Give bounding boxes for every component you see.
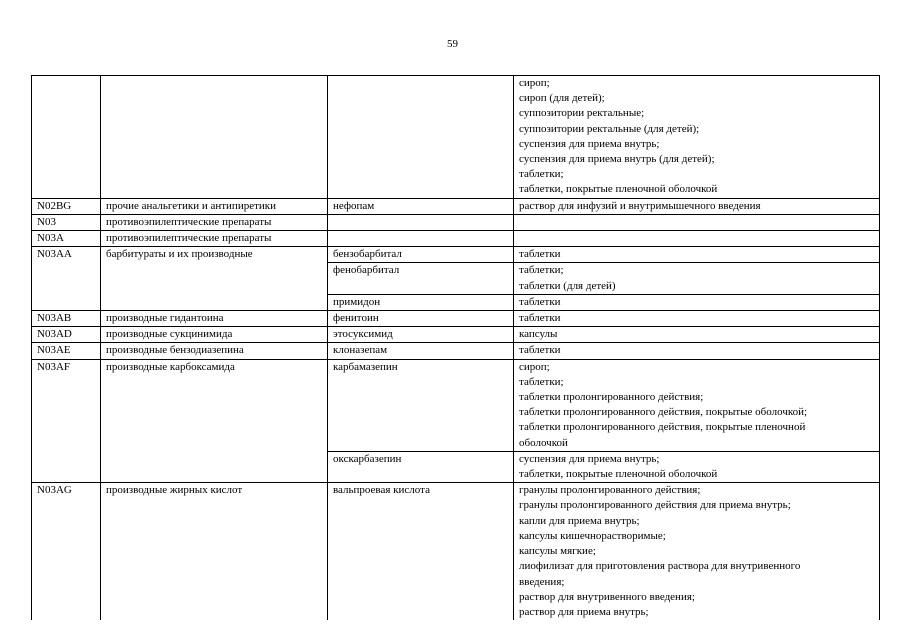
group-cell: противоэпилептические препараты: [101, 231, 328, 247]
drug-cell: этосуксимид: [328, 327, 514, 343]
form-line: сироп (для детей);: [519, 92, 605, 105]
table-row: [32, 311, 880, 327]
form-line: таблетки пролонгированного действия;: [519, 391, 704, 404]
atc-code-cell: N03AB: [32, 311, 101, 327]
forms-cell: [514, 311, 880, 327]
forms-cell: [514, 294, 880, 310]
form-line: гранулы пролонгированного действия для приема внутрь;: [519, 499, 791, 512]
form-line: таблетки: [519, 344, 561, 357]
form-line: таблетки, покрытые пленочной оболочкой: [519, 183, 718, 196]
form-line: суспензия для приема внутрь (для детей);: [519, 153, 715, 166]
forms-cell: [514, 247, 880, 263]
form-line: капсулы: [519, 328, 558, 341]
form-line: раствор для приема внутрь;: [519, 605, 649, 618]
forms-cell: [514, 327, 880, 343]
forms-cell: [514, 263, 880, 294]
group-cell: прочие анальгетики и антипиретики: [101, 198, 328, 214]
atc-code-cell: N02BG: [32, 198, 101, 214]
form-line: таблетки: [519, 312, 561, 325]
drug-cell: клоназепам: [328, 343, 514, 359]
forms-cell: [514, 343, 880, 359]
form-line: таблетки;: [519, 168, 564, 181]
group-cell: противоэпилептические препараты: [101, 214, 328, 230]
form-line: лиофилизат для приготовления раствора для внутривенного: [519, 560, 801, 573]
drug-cell: фенитоин: [328, 311, 514, 327]
forms-cell: [514, 451, 880, 482]
form-line: сироп;: [519, 77, 550, 89]
form-line: введения;: [519, 575, 565, 588]
drug-cell: фенобарбитал: [328, 263, 514, 294]
group-cell: производные карбоксамида: [101, 359, 328, 483]
atc-code-cell: N03AD: [32, 327, 101, 343]
atc-code-cell: N03: [32, 214, 101, 230]
forms-cell: [514, 76, 880, 199]
drug-cell: [328, 214, 514, 230]
table-row: [32, 198, 880, 214]
form-line: капсулы мягкие;: [519, 545, 596, 558]
form-line: капли для приема внутрь;: [519, 514, 640, 527]
form-line: таблетки пролонгированного действия, покрытые оболочкой;: [519, 406, 808, 419]
atc-code-cell: N03AE: [32, 343, 101, 359]
table-row: [32, 231, 880, 247]
form-line: таблетки пролонгированного действия, покрытые пленочной: [519, 421, 806, 434]
form-line: гранулы пролонгированного действия;: [519, 484, 701, 497]
table-row: [32, 214, 880, 230]
form-line: таблетки;: [519, 375, 564, 388]
form-line: таблетки, покрытые пленочной оболочкой: [519, 468, 718, 481]
group-cell: производные жирных кислот: [101, 483, 328, 620]
drug-cell: [328, 76, 514, 199]
page-number: 59: [447, 38, 458, 50]
atc-code-cell: N03AG: [32, 483, 101, 620]
forms-cell: [514, 359, 880, 451]
form-line: таблетки (для детей): [519, 279, 616, 292]
form-line: суппозитории ректальные;: [519, 107, 645, 120]
drug-cell: [328, 231, 514, 247]
group-cell: производные гидантоина: [101, 311, 328, 327]
form-line: таблетки: [519, 295, 561, 308]
table-row: [32, 327, 880, 343]
drug-cell: бензобарбитал: [328, 247, 514, 263]
forms-cell: [514, 483, 880, 620]
form-line: сироп;: [519, 360, 550, 373]
group-cell: производные бензодиазепина: [101, 343, 328, 359]
table-row: [32, 483, 880, 620]
forms-cell: [514, 231, 880, 247]
atc-code-cell: N03A: [32, 231, 101, 247]
table-row: [32, 359, 880, 451]
form-line: суппозитории ректальные (для детей);: [519, 122, 700, 135]
group-cell: барбитураты и их производные: [101, 247, 328, 311]
forms-cell: [514, 198, 880, 214]
forms-cell: [514, 214, 880, 230]
form-line: таблетки;: [519, 264, 564, 277]
drug-cell: вальпроевая кислота: [328, 483, 514, 620]
table-row: [32, 76, 880, 199]
form-line: суспензия для приема внутрь;: [519, 137, 660, 150]
form-line: раствор для инфузий и внутримышечного введения: [519, 199, 761, 212]
form-line: оболочкой: [519, 436, 568, 449]
drug-cell: примидон: [328, 294, 514, 310]
table-row: [32, 247, 880, 263]
form-line: раствор для внутривенного введения;: [519, 590, 695, 603]
atc-code-cell: N03AF: [32, 359, 101, 483]
drug-table: [31, 75, 880, 620]
form-line: таблетки: [519, 248, 561, 261]
drug-cell: нефопам: [328, 198, 514, 214]
group-cell: [101, 76, 328, 199]
atc-code-cell: [32, 76, 101, 199]
drug-cell: окскарбазепин: [328, 451, 514, 482]
form-line: суспензия для приема внутрь;: [519, 452, 660, 465]
form-line: капсулы кишечнорастворимые;: [519, 529, 666, 542]
atc-code-cell: N03AA: [32, 247, 101, 311]
table-row: [32, 343, 880, 359]
group-cell: производные сукцинимида: [101, 327, 328, 343]
drug-cell: карбамазепин: [328, 359, 514, 451]
